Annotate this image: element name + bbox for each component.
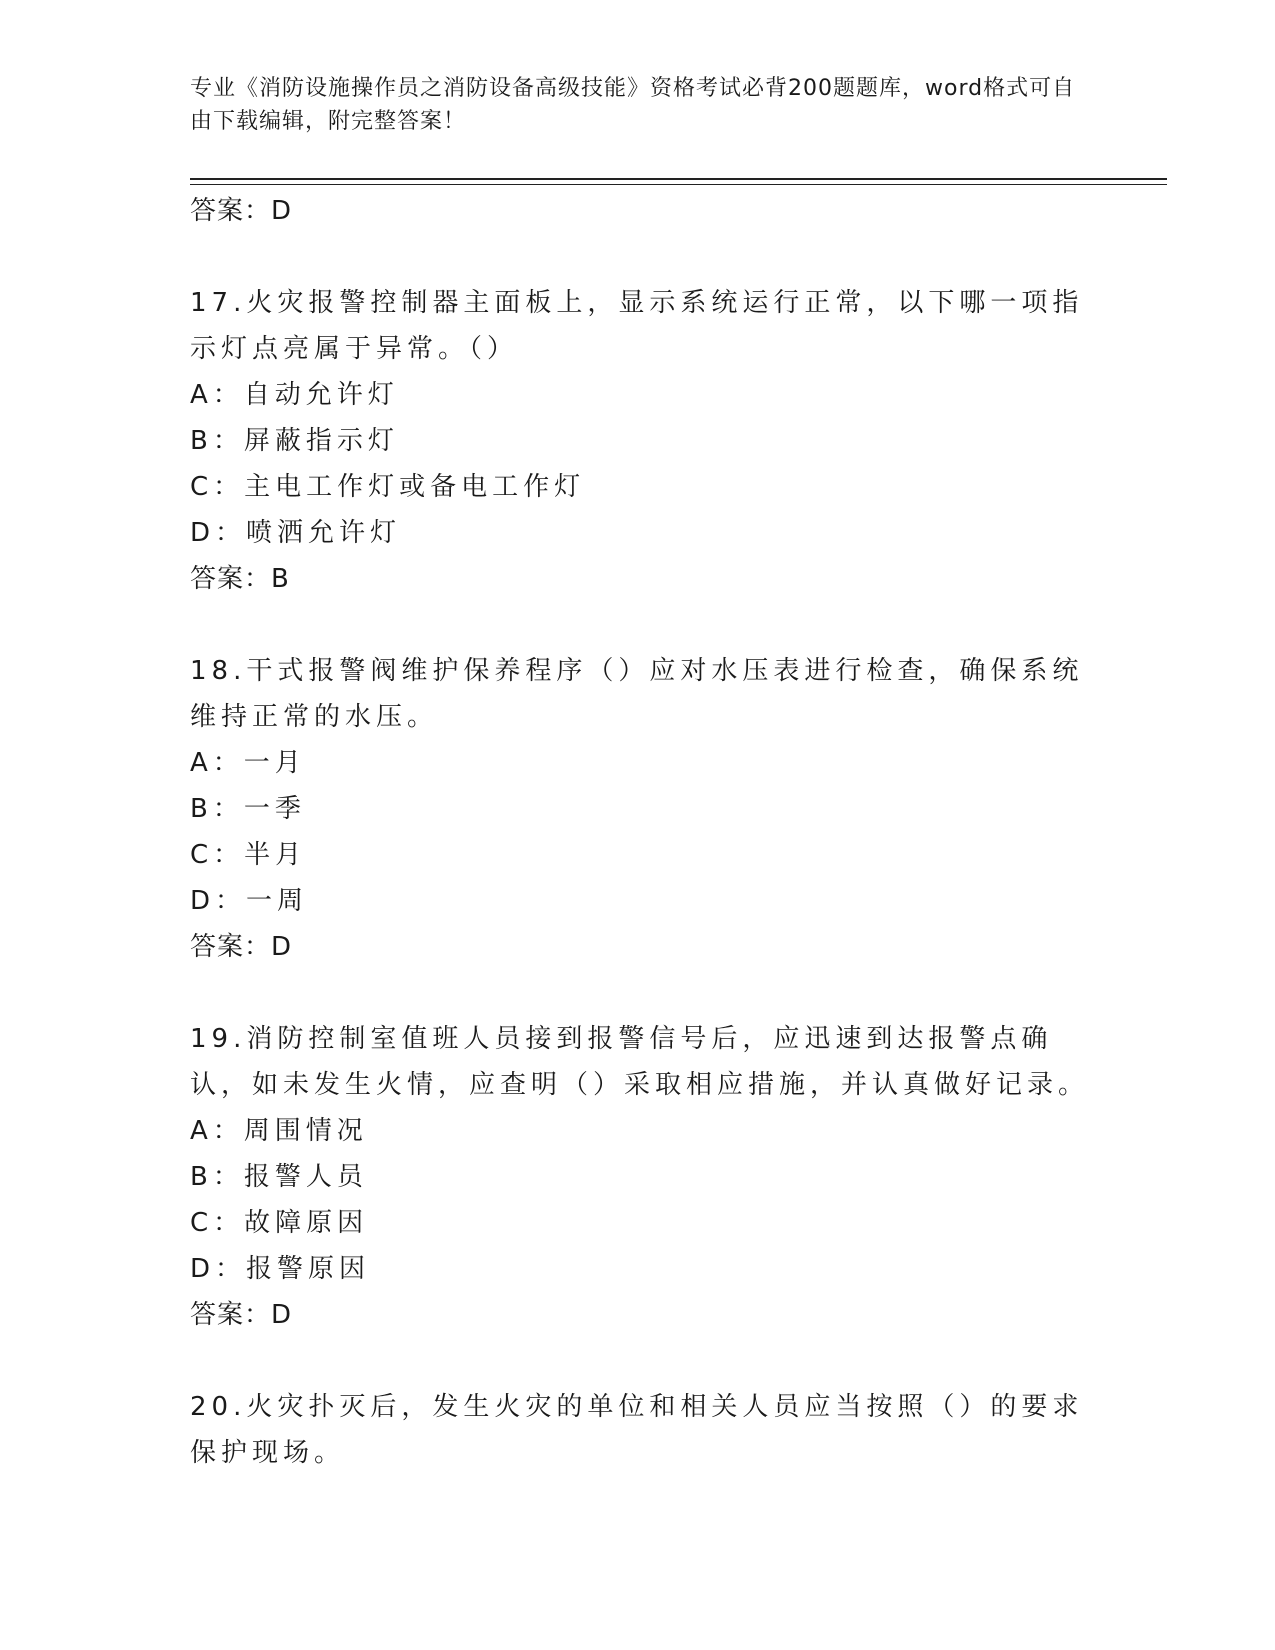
question-item xyxy=(190,648,1090,970)
option-a: A：一月 xyxy=(190,748,306,778)
option-d: D：一周 xyxy=(190,886,309,916)
header-divider xyxy=(190,178,1167,180)
question-text: 17.火灾报警控制器主面板上，显示系统运行正常，以下哪一项指示灯点亮属于异常。（） xyxy=(190,288,1084,364)
option-c: C：半月 xyxy=(190,840,307,870)
answer-line: 答案：D xyxy=(190,196,293,226)
question-item xyxy=(190,280,1090,602)
question-text: 20.火灾扑灭后，发生火灾的单位和相关人员应当按照（）的要求保护现场。 xyxy=(190,1392,1084,1468)
option-a: A：周围情况 xyxy=(190,1116,368,1146)
header-divider-thin xyxy=(190,184,1167,185)
answer-line: 答案：D xyxy=(190,932,293,962)
option-c: C：主电工作灯或备电工作灯 xyxy=(190,472,586,502)
option-b: B：一季 xyxy=(190,794,306,824)
question-text: 19.消防控制室值班人员接到报警信号后，应迅速到达报警点确认，如未发生火情，应查明（）采取相应措施，并认真做好记录。 xyxy=(190,1024,1090,1100)
answer-line: 答案：D xyxy=(190,1300,293,1330)
question-text: 18.干式报警阀维护保养程序（）应对水压表进行检查，确保系统维持正常的水压。 xyxy=(190,656,1084,732)
question-list xyxy=(190,188,1090,1476)
option-b: B：报警人员 xyxy=(190,1162,368,1192)
question-item xyxy=(190,1016,1090,1338)
question-item xyxy=(190,1384,1090,1476)
option-a: A：自动允许灯 xyxy=(190,380,399,410)
page-header: 专业《消防设施操作员之消防设备高级技能》资格考试必背200题题库，word格式可自由下载编辑，附完整答案！ xyxy=(190,76,1076,134)
option-d: D：喷洒允许灯 xyxy=(190,518,402,548)
option-d: D：报警原因 xyxy=(190,1254,371,1284)
answer-line: 答案：B xyxy=(190,564,290,594)
option-b: B：屏蔽指示灯 xyxy=(190,426,399,456)
option-c: C：故障原因 xyxy=(190,1208,369,1238)
